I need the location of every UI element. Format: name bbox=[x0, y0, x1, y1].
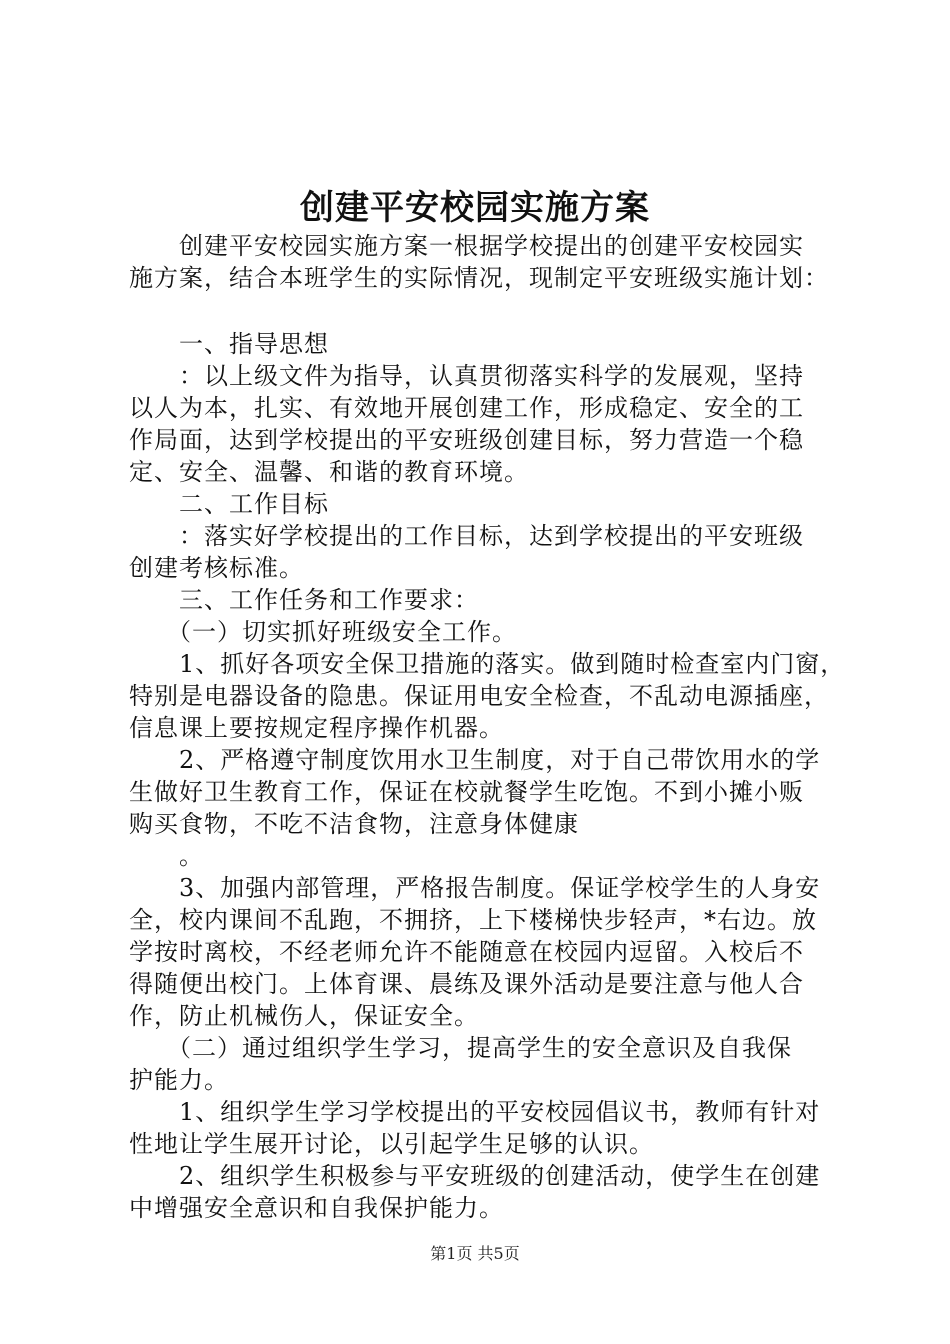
paragraph-line: 全，校内课间不乱跑，不拥挤，上下楼梯快步轻声，*右边。放 bbox=[129, 906, 817, 934]
paragraph-line: 特别是电器设备的隐患。保证用电安全检查，不乱动电源插座， bbox=[129, 682, 829, 710]
paragraph-line: 2、组织学生积极参与平安班级的创建活动，使学生在创建 bbox=[129, 1162, 821, 1190]
document-body bbox=[129, 230, 846, 1224]
page-footer: 第1页 共5页 bbox=[430, 1244, 520, 1263]
paragraph-line: 定、安全、温馨、和谐的教育环境。 bbox=[129, 458, 529, 486]
paragraph-line: 。 bbox=[129, 842, 204, 870]
subsection-heading: （二）通过组织学生学习，提高学生的安全意识及自我保 bbox=[129, 1034, 792, 1062]
paragraph-line: 创建考核标准。 bbox=[129, 554, 304, 582]
paragraph-line: 以人为本，扎实、有效地开展创建工作，形成稳定、安全的工 bbox=[129, 394, 804, 422]
paragraph-line: 购买食物，不吃不洁食物，注意身体健康 bbox=[129, 810, 579, 838]
paragraph-line: 1、组织学生学习学校提出的平安校园倡议书，教师有针对 bbox=[129, 1098, 821, 1126]
paragraph-line: 创建平安校园实施方案一根据学校提出的创建平安校园实 bbox=[129, 232, 804, 260]
paragraph-line: 学按时离校，不经老师允许不能随意在校园内逗留。入校后不 bbox=[129, 938, 804, 966]
paragraph-line: 得随便出校门。上体育课、晨练及课外活动是要注意与他人合 bbox=[129, 970, 804, 998]
paragraph-line: 1、抓好各项安全保卫措施的落实。做到随时检查室内门窗， bbox=[129, 650, 846, 678]
paragraph-line: 护能力。 bbox=[129, 1066, 229, 1094]
section-heading: 一、指导思想 bbox=[129, 330, 329, 358]
paragraph-line: ：落实好学校提出的工作目标，达到学校提出的平安班级 bbox=[129, 522, 804, 550]
section-heading: 三、工作任务和工作要求： bbox=[129, 586, 479, 614]
subsection-heading: （一）切实抓好班级安全工作。 bbox=[129, 618, 517, 646]
document-title: 创建平安校园实施方案 bbox=[300, 188, 650, 228]
paragraph-line: 作局面，达到学校提出的平安班级创建目标，努力营造一个稳 bbox=[129, 426, 804, 454]
paragraph-line: 施方案，结合本班学生的实际情况，现制定平安班级实施计划： bbox=[129, 264, 829, 292]
paragraph-line: ：以上级文件为指导，认真贯彻落实科学的发展观，坚持 bbox=[129, 362, 804, 390]
section-heading: 二、工作目标 bbox=[129, 490, 329, 518]
paragraph-line: 性地让学生展开讨论，以引起学生足够的认识。 bbox=[129, 1130, 654, 1158]
paragraph-line: 中增强安全意识和自我保护能力。 bbox=[129, 1194, 504, 1222]
paragraph-line: 2、严格遵守制度饮用水卫生制度，对于自己带饮用水的学 bbox=[129, 746, 821, 774]
paragraph-line: 生做好卫生教育工作，保证在校就餐学生吃饱。不到小摊小贩 bbox=[129, 778, 804, 806]
paragraph-line: 作，防止机械伤人，保证安全。 bbox=[129, 1002, 479, 1030]
paragraph-line: 信息课上要按规定程序操作机器。 bbox=[129, 714, 504, 742]
paragraph-line: 3、加强内部管理，严格报告制度。保证学校学生的人身安 bbox=[129, 874, 821, 902]
blank-line bbox=[129, 294, 829, 328]
